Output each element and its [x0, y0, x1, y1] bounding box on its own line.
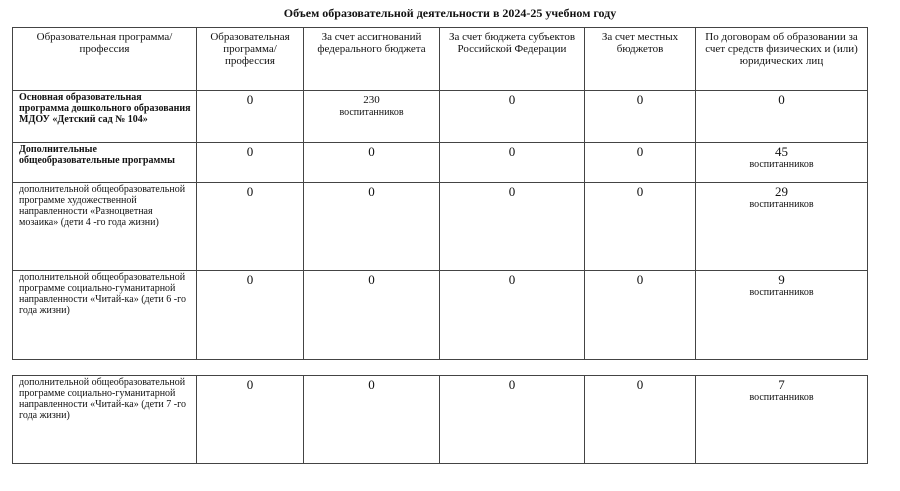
cell-value: 0: [197, 91, 304, 143]
table-row: [13, 143, 868, 183]
cell-value: 0: [197, 271, 304, 360]
cell-contracts: [696, 376, 868, 464]
header-contracts: По договорам об образовании за счет средств физических и (или) юридических лиц: [696, 28, 868, 91]
cell-unit: воспитанников: [749, 392, 814, 403]
cell-value: 0: [440, 183, 585, 271]
table-row: [13, 271, 868, 360]
cell-contracts: [696, 183, 868, 271]
cell-value: 230: [363, 94, 380, 106]
cell-value: 0: [440, 143, 585, 183]
table-header-row: [13, 28, 868, 91]
cell-unit: воспитанников: [749, 287, 814, 298]
row-program-name: дополнительной общеобразовательной программе социально-гуманитарной направленности «Читай-ка» (дети 6 -го года жизни): [13, 271, 197, 360]
cell-value: 0: [585, 183, 696, 271]
header-local-budget: За счет местных бюджетов: [585, 28, 696, 91]
table-row: [13, 183, 868, 271]
cell-value: 0: [440, 271, 585, 360]
document-title: Объем образовательной деятельности в 2024-25 учебном году: [283, 6, 617, 20]
cell-unit: воспитанников: [339, 107, 404, 118]
table-row: [13, 91, 868, 143]
row-program-name: Дополнительные общеобразовательные программы: [13, 143, 197, 183]
cell-value: 0: [585, 143, 696, 183]
row-program-name: дополнительной общеобразовательной программе социально-гуманитарной направленности «Читай-ка» (дети 7 -го года жизни): [13, 376, 197, 464]
cell-federal: [304, 91, 440, 143]
cell-value: 0: [197, 143, 304, 183]
row-program-name: Основная образовательная программа дошкольного образования МДОУ «Детский сад № 104»: [13, 91, 197, 143]
cell-contracts: [696, 143, 868, 183]
cell-value: 29: [775, 184, 788, 199]
header-regional-budget: За счет бюджета субъектов Российской Федерации: [440, 28, 585, 91]
cell-value: 0: [304, 143, 440, 183]
cell-value: 0: [304, 183, 440, 271]
table-row: [13, 376, 868, 464]
cell-value: 0: [304, 376, 440, 464]
cell-value: 0: [585, 271, 696, 360]
cell-value: 0: [304, 271, 440, 360]
cell-value: 0: [585, 376, 696, 464]
cell-value: 7: [778, 377, 785, 392]
volume-table: [12, 27, 868, 360]
cell-value: 0: [585, 91, 696, 143]
cell-value: 0: [440, 376, 585, 464]
cell-value: 0: [197, 183, 304, 271]
cell-unit: воспитанников: [749, 199, 814, 210]
cell-contracts: [696, 271, 868, 360]
cell-value: 45: [775, 144, 788, 159]
cell-value: 0: [440, 91, 585, 143]
header-federal-budget: За счет ассигнований федерального бюджета: [304, 28, 440, 91]
cell-unit: воспитанников: [749, 159, 814, 170]
header-program-2: Образовательная программа/ профессия: [197, 28, 304, 91]
row-program-name: дополнительной общеобразовательной программе художественной направленности «Разноцветная мозаика» (дети 4 -го года жизни): [13, 183, 197, 271]
cell-value: 0: [696, 91, 868, 143]
cell-value: 0: [197, 376, 304, 464]
header-program: Образовательная программа/ профессия: [13, 28, 197, 91]
volume-table-continued: [12, 375, 868, 464]
cell-value: 9: [778, 272, 785, 287]
